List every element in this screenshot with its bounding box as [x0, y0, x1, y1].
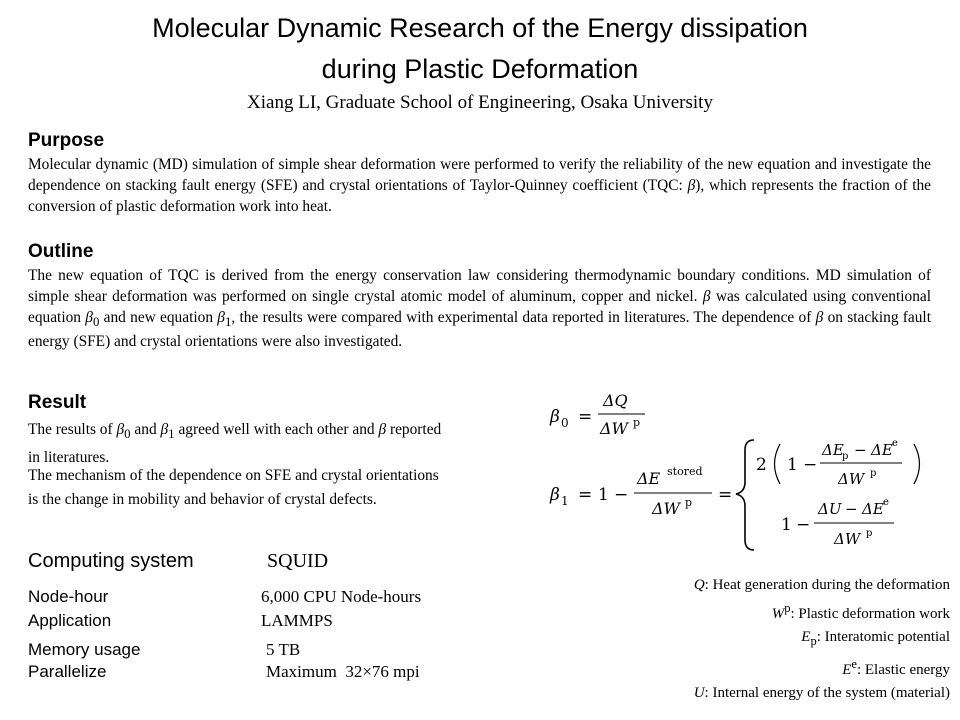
row-label-application: Application	[28, 611, 112, 630]
eq-case2-num-sup: e	[883, 497, 889, 508]
eq-case1-denominator: ΔW	[838, 470, 865, 488]
eq-case2-minus: −	[796, 515, 811, 535]
row-value-memory: 5 TB	[266, 640, 301, 659]
purpose-heading: Purpose	[28, 130, 105, 151]
legend-symbol: U	[693, 685, 705, 701]
legend-symbol: W	[771, 606, 785, 622]
equation-beta0	[549, 391, 645, 438]
page-title-line-1: Molecular Dynamic Research of the Energy dissipation	[152, 13, 808, 43]
result-text-d: reported in literatures.	[28, 421, 442, 467]
eq-beta1-denominator-sup: p	[685, 496, 693, 509]
row-label-memory: Memory usage	[28, 640, 141, 659]
outline-paragraph	[28, 266, 931, 353]
outline-text-b: was calculated using conventional equation	[28, 287, 932, 326]
equations-figure	[540, 384, 950, 556]
outline-beta1-subscript: 1	[224, 314, 232, 329]
eq-beta1-minus: −	[614, 485, 629, 505]
eq-case1-minus: −	[803, 455, 818, 475]
result-text-c: agreed well with each other and	[174, 421, 379, 438]
legend-symbol: Q	[693, 577, 705, 593]
eq-case2-num-term2: ΔE	[862, 500, 884, 518]
eq-beta0-subscript: 0	[561, 416, 569, 430]
eq-case1-open-paren	[775, 444, 781, 484]
eq-beta0-equals: =	[578, 407, 593, 427]
legend-symbol: E	[801, 629, 811, 645]
computing-system-name: SQUID	[267, 550, 329, 572]
eq-case2-num-minus: −	[845, 500, 858, 518]
eq-beta0-denominator-sup: p	[633, 416, 641, 429]
outline-beta0-symbol: β	[85, 308, 93, 326]
eq-beta0-numerator: ΔQ	[603, 391, 628, 410]
eq-case1-num-sub: p	[842, 451, 849, 462]
result-beta1-subscript: 1	[168, 427, 175, 442]
outline-beta0-subscript: 0	[92, 314, 100, 329]
purpose-paragraph	[28, 155, 931, 217]
eq-beta0-symbol: β	[550, 407, 560, 427]
eq-case1-num-term1: ΔE	[822, 441, 844, 459]
eq-beta1-numerator-sup: stored	[667, 465, 703, 478]
eq-case2-num-term1: ΔU	[818, 500, 842, 518]
eq-case1-den-sup: p	[870, 468, 877, 479]
purpose-beta-symbol: β	[687, 176, 696, 194]
eq-case2-denominator: ΔW	[834, 530, 861, 548]
eq-case2-one: 1	[781, 515, 792, 535]
legend-text: : Internal energy of the system (material)	[704, 685, 950, 701]
outline-beta-symbol: β	[702, 287, 711, 305]
eq-case1-num-term2: ΔE	[871, 441, 893, 459]
row-label-parallelize: Parallelize	[28, 662, 107, 681]
result-paragraph-1	[28, 418, 452, 470]
row-value-parallelize: Maximum 32×76 mpi	[266, 662, 420, 681]
eq-beta1-equals-2: =	[718, 485, 733, 505]
eq-left-brace	[736, 440, 754, 550]
author-line: Xiang LI, Graduate School of Engineering, Osaka University	[247, 92, 713, 113]
purpose-text-a: Molecular dynamic (MD) simulation of simple shear deformation were performed to verify the reliability of the new equation and investigate the dependence on stacking fault energy (SFE) and crystal orientations of Taylor-Quinney coefficient (TQC:	[28, 156, 931, 194]
eq-beta1-subscript: 1	[561, 494, 569, 508]
eq-beta1-denominator: ΔW	[652, 499, 680, 518]
result-beta0-subscript: 0	[124, 427, 131, 442]
page-title-line-2: during Plastic Deformation	[321, 54, 639, 84]
result-text-b: and	[130, 421, 161, 438]
equation-beta1	[549, 438, 920, 550]
eq-beta1-numerator: ΔE	[637, 469, 661, 488]
legend-subscript: p	[810, 634, 817, 648]
outline-text-e: on stacking fault energy (SFE) and crystal orientations were also investigated.	[28, 308, 931, 351]
eq-beta1-equals: =	[578, 485, 593, 505]
outline-beta2-symbol: β	[815, 308, 824, 326]
outline-beta1-symbol: β	[217, 308, 225, 326]
outline-text-a: The new equation of TQC is derived from the energy conservation law considering thermodynamic boundary conditions. MD simulation of simple shear deformation was performed on single crystal atomic model of aluminum, copper and nickel.	[28, 267, 931, 305]
result-text-a: The results of	[28, 421, 117, 438]
legend-symbol: E	[842, 662, 852, 678]
eq-case2-den-sup: p	[866, 528, 873, 539]
eq-case1-one: 1	[787, 455, 798, 475]
legend-item	[694, 682, 950, 705]
outline-text-c: and new equation	[99, 308, 218, 326]
eq-case1-close-paren	[914, 444, 920, 484]
legend-item	[694, 653, 950, 682]
legend-superscript: p	[784, 601, 791, 615]
row-value-node-hour: 6,000 CPU Node-hours	[261, 587, 422, 606]
legend-text: : Interatomic potential	[816, 629, 950, 645]
result-paragraph-2: The mechanism of the dependence on SFE and crystal orientations is the change in mobility and behavior of crystal defects.	[28, 467, 439, 508]
purpose-text-b: ), which represents the fraction of the conversion of plastic deformation work into heat.	[28, 176, 931, 215]
legend-item	[694, 597, 950, 626]
row-value-application: LAMMPS	[261, 611, 333, 630]
eq-case1-num-sup: e	[892, 438, 898, 449]
computing-heading: Computing system	[28, 550, 194, 572]
symbol-legend	[694, 574, 950, 705]
result-beta-symbol: β	[378, 421, 387, 438]
legend-text: : Plastic deformation work	[790, 606, 950, 622]
result-heading: Result	[28, 392, 87, 413]
eq-case1-num-minus: −	[854, 441, 867, 459]
legend-item	[694, 574, 950, 597]
legend-text: : Elastic energy	[856, 662, 950, 678]
row-label-node-hour: Node-hour	[28, 587, 109, 606]
outline-heading: Outline	[28, 241, 94, 262]
result-beta0-symbol: β	[116, 421, 125, 438]
legend-superscript: e	[851, 657, 857, 671]
eq-case1-two: 2	[756, 455, 767, 475]
page-title	[0, 8, 960, 90]
outline-text-d: , the results were compared with experimental data reported in literatures. The dependence of	[231, 308, 816, 326]
legend-text: : Heat generation during the deformation	[704, 577, 950, 593]
eq-beta0-denominator: ΔW	[600, 419, 628, 438]
eq-beta1-one: 1	[598, 485, 609, 505]
eq-beta1-symbol: β	[550, 485, 560, 505]
legend-item	[694, 626, 950, 653]
result-beta1-symbol: β	[160, 421, 169, 438]
